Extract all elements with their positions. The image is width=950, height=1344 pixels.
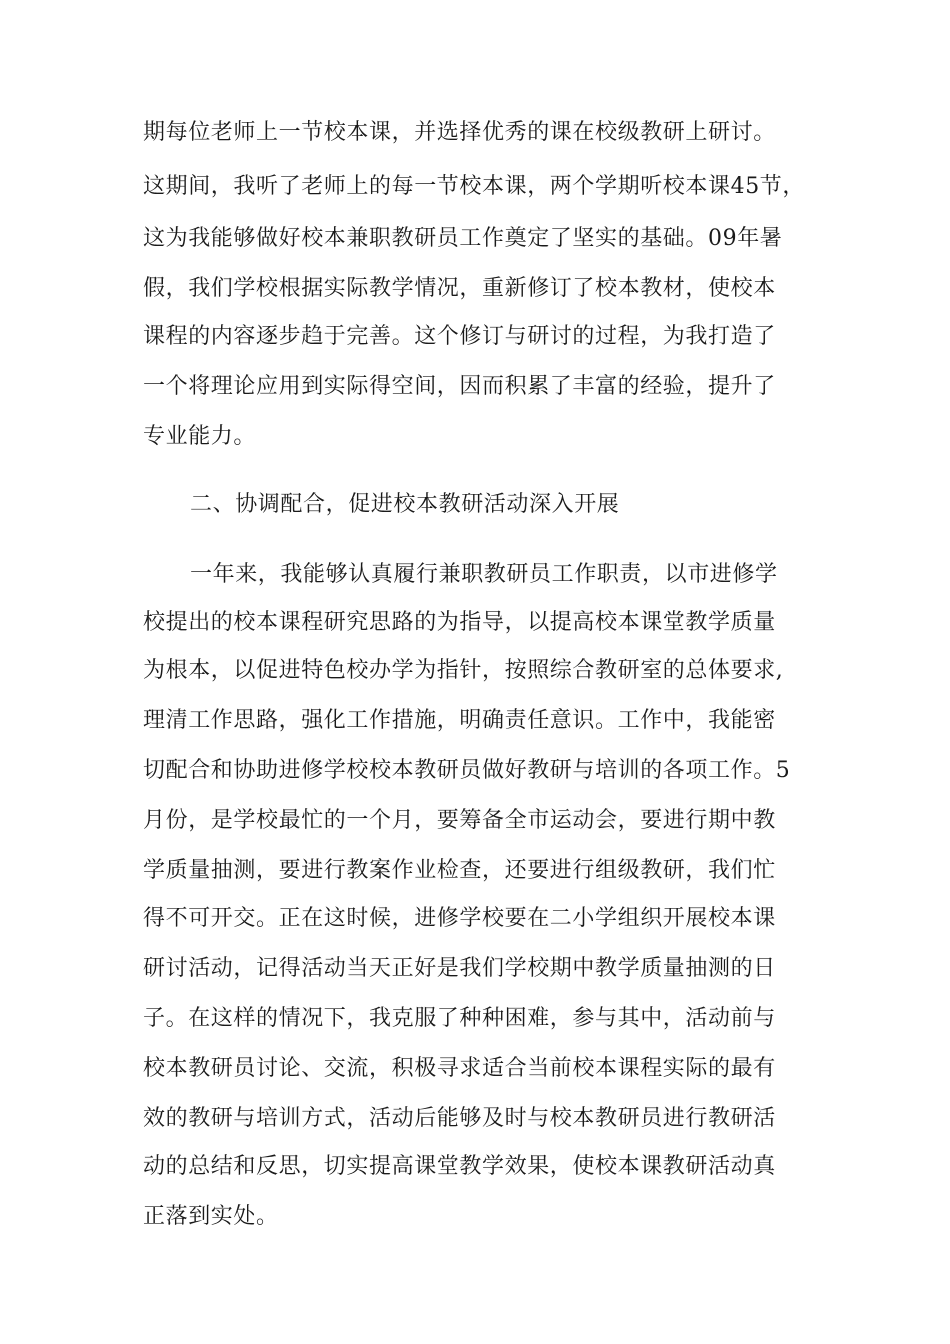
paragraph-1-line-3: 这为我能够做好校本兼职教研员工作奠定了坚实的基础。09年暑 bbox=[143, 226, 783, 251]
paragraph-2-line-10: 子。在这样的情况下，我克服了种种困难，参与其中，活动前与 bbox=[143, 1006, 776, 1031]
paragraph-2-line-5: 切配合和协助进修学校校本教研员做好教研与培训的各项工作。5 bbox=[143, 758, 791, 783]
paragraph-2-line-7: 学质量抽测，要进行教案作业检查，还要进行组级教研，我们忙 bbox=[143, 858, 776, 883]
paragraph-2-line-13: 动的总结和反思，切实提高课堂教学效果，使校本课教研活动真 bbox=[143, 1154, 776, 1179]
paragraph-2-line-3: 为根本，以促进特色校办学为指针，按照综合教研室的总体要求, bbox=[143, 658, 784, 683]
paragraph-2-line-1: 一年来，我能够认真履行兼职教研员工作职责，以市进修学 bbox=[190, 562, 778, 587]
paragraph-1-line-4: 假，我们学校根据实际教学情况，重新修订了校本教材，使校本 bbox=[143, 276, 776, 301]
paragraph-2-line-9: 研讨活动，记得活动当天正好是我们学校期中教学质量抽测的日 bbox=[143, 956, 776, 981]
paragraph-1-line-5: 课程的内容逐步趋于完善。这个修订与研讨的过程，为我打造了 bbox=[143, 324, 776, 349]
paragraph-2-line-11: 校本教研员讨论、交流，积极寻求适合当前校本课程实际的最有 bbox=[143, 1056, 776, 1081]
paragraph-2-line-12: 效的教研与培训方式，活动后能够及时与校本教研员进行教研活 bbox=[143, 1106, 776, 1131]
paragraph-2-line-14: 正落到实处。 bbox=[143, 1204, 279, 1229]
paragraph-2-line-8: 得不可开交。正在这时候，进修学校要在二小学组织开展校本课 bbox=[143, 906, 776, 931]
section-heading: 二、协调配合，促进校本教研活动深入开展 bbox=[190, 492, 620, 517]
paragraph-1-line-7: 专业能力。 bbox=[143, 424, 257, 449]
paragraph-2-line-2: 校提出的校本课程研究思路的为指导，以提高校本课堂教学质量 bbox=[143, 610, 776, 635]
paragraph-1-line-2: 这期间，我听了老师上的每一节校本课，两个学期听校本课45节， bbox=[143, 174, 805, 199]
paragraph-1-line-1: 期每位老师上一节校本课，并选择优秀的课在校级教研上研讨。 bbox=[143, 120, 776, 145]
paragraph-1-line-6: 一个将理论应用到实际得空间，因而积累了丰富的经验，提升了 bbox=[143, 374, 776, 399]
paragraph-2-line-6: 月份，是学校最忙的一个月，要筹备全市运动会，要进行期中教 bbox=[143, 808, 776, 833]
paragraph-2-line-4: 理清工作思路，强化工作措施，明确责任意识。工作中，我能密 bbox=[143, 708, 776, 733]
